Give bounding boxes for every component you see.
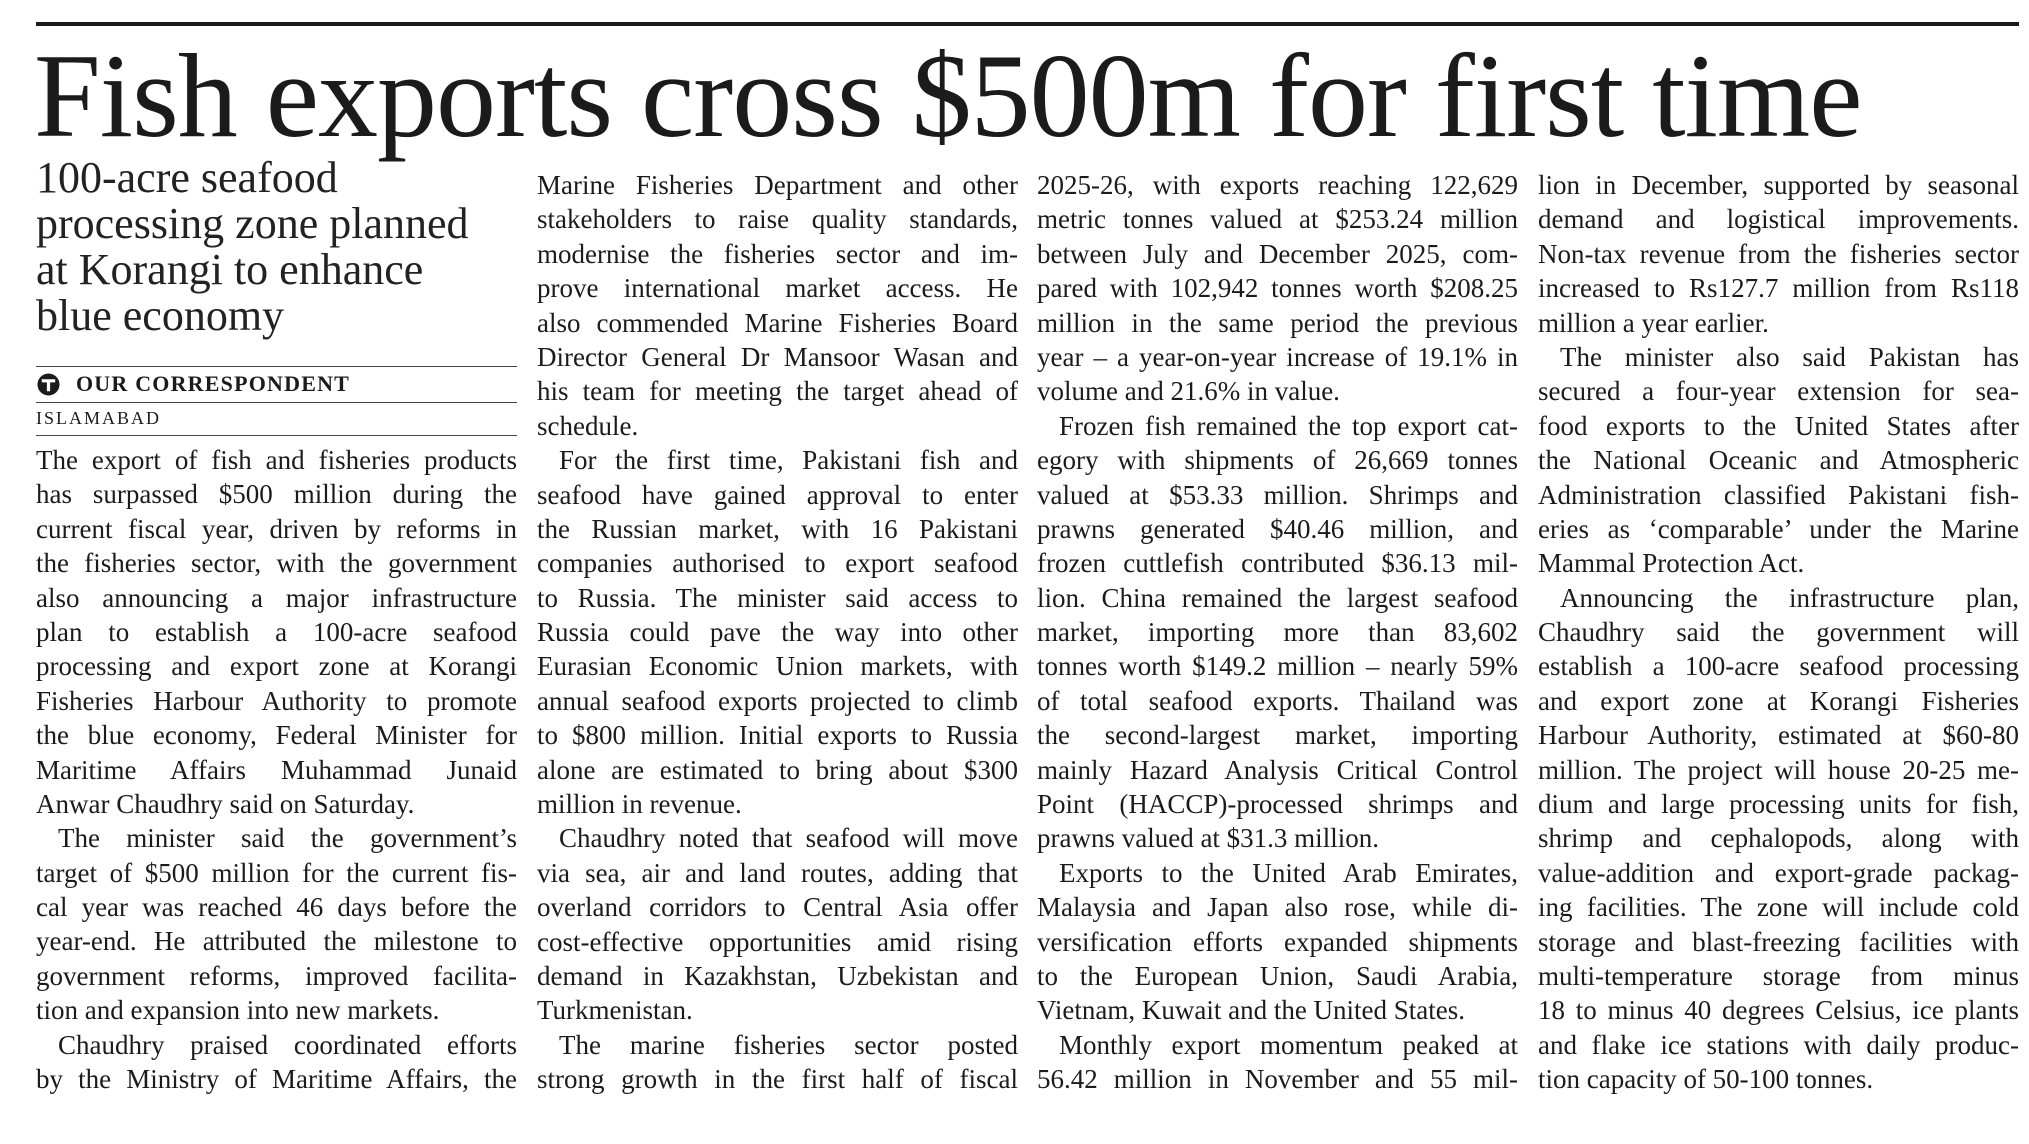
- body-text-line: year-end. He attributed the milestone to: [36, 926, 517, 957]
- article-column-1: [36, 443, 517, 1096]
- body-text-line: annual seafood exports projected to climb: [537, 685, 1018, 716]
- body-text-line: via sea, air and land routes, adding that: [537, 857, 1018, 888]
- body-text-line: dium and large processing units for fish,: [1538, 789, 2019, 820]
- headline: Fish exports cross $500m for first time: [34, 29, 1862, 162]
- body-text-line: the second-largest market, importing: [1037, 720, 1518, 751]
- body-text-line: Frozen fish remained the top export cat-: [1059, 410, 1518, 441]
- body-text-line: cal year was reached 46 days before the: [36, 892, 517, 923]
- body-text-line: Maritime Affairs Muhammad Junaid: [36, 754, 517, 785]
- subhead-line: processing zone planned: [36, 199, 469, 248]
- byline-middle-rule: [36, 402, 517, 403]
- body-text-line: The marine fisheries sector posted: [559, 1029, 1018, 1060]
- body-text-line: frozen cuttlefish contributed $36.13 mil-: [1037, 548, 1518, 579]
- body-text-line: Malaysia and Japan also rose, while di-: [1037, 892, 1518, 923]
- body-text-line: Announcing the infrastructure plan,: [1560, 582, 2019, 613]
- body-text-line: also commended Marine Fisheries Board: [537, 307, 1018, 338]
- body-text-line: the Russian market, with 16 Pakistani: [537, 513, 1018, 544]
- body-text-line: lion in December, supported by seasonal: [1538, 170, 2019, 200]
- subhead-line: at Korangi to enhance: [36, 245, 424, 294]
- byline-bottom-rule: [36, 435, 517, 436]
- body-text-line: Point (HACCP)-processed shrimps and: [1037, 789, 1518, 820]
- paragraph: [36, 443, 517, 821]
- body-text-line: million in revenue.: [537, 789, 742, 820]
- body-text-line: 56.42 million in November and 55 mil-: [1037, 1064, 1518, 1095]
- paragraph: [36, 821, 517, 1027]
- body-text-line: plan to establish a 100-acre seafood: [36, 616, 517, 647]
- body-text-line: has surpassed $500 million during the: [36, 479, 517, 510]
- body-text-line: strong growth in the first half of fiscal: [537, 1064, 1018, 1095]
- body-text-line: value-addition and export-grade packag-: [1538, 857, 2019, 888]
- body-text-line: current fiscal year, driven by reforms in: [36, 513, 517, 544]
- body-text-line: shrimp and cephalopods, along with: [1538, 823, 2019, 854]
- body-text-line: 18 to minus 40 degrees Celsius, ice plants: [1538, 995, 2019, 1026]
- body-text-line: tion capacity of 50-100 tonnes.: [1538, 1064, 1874, 1095]
- top-rule: [36, 22, 2019, 26]
- tribune-logo-icon: [37, 373, 60, 396]
- body-text-line: Eurasian Economic Union markets, with: [537, 651, 1018, 682]
- body-text-line: The export of fish and fisheries products: [36, 445, 517, 475]
- body-text-line: the National Oceanic and Atmospheric: [1538, 445, 2019, 476]
- body-text-line: The minister also said Pakistan has: [1560, 341, 2019, 372]
- body-text-line: secured a four-year extension for sea-: [1538, 376, 2019, 407]
- body-text-line: the blue economy, Federal Minister for: [36, 720, 517, 751]
- body-text-line: million in the same period the previous: [1037, 307, 1518, 338]
- body-text-line: million. The project will house 20-25 me-: [1538, 754, 2019, 785]
- body-text-line: Administration classified Pakistani fish-: [1538, 479, 2019, 510]
- body-text-line: Director General Dr Mansoor Wasan and: [537, 341, 1018, 372]
- body-text-line: and flake ice stations with daily produc-: [1538, 1029, 2019, 1060]
- body-text-line: increased to Rs127.7 million from Rs118: [1538, 273, 2019, 304]
- body-text-line: companies authorised to export seafood: [537, 548, 1018, 579]
- paragraph: [1538, 581, 2019, 1097]
- body-text-line: million a year earlier.: [1538, 307, 1769, 338]
- body-text-line: For the first time, Pakistani fish and: [559, 445, 1018, 476]
- body-text-line: Russia could pave the way into other: [537, 617, 1018, 648]
- body-text-line: Harbour Authority, estimated at $60-80: [1538, 720, 2019, 751]
- body-text-line: 2025-26, with exports reaching 122,629: [1037, 170, 1518, 200]
- body-text-line: Turkmenistan.: [537, 995, 693, 1026]
- subhead-line: blue economy: [36, 291, 285, 340]
- body-text-line: to $800 million. Initial exports to Russia: [537, 720, 1018, 751]
- body-text-line: stakeholders to raise quality standards,: [537, 204, 1018, 235]
- body-text-line: valued at $53.33 million. Shrimps and: [1037, 479, 1518, 510]
- body-text-line: schedule.: [537, 410, 639, 441]
- body-text-line: the fisheries sector, with the government: [36, 548, 517, 579]
- body-text-line: Vietnam, Kuwait and the United States.: [1037, 995, 1466, 1026]
- body-text-line: versification efforts expanded shipments: [1037, 926, 1518, 957]
- paragraph: [36, 1028, 517, 1097]
- body-text-line: prawns generated $40.46 million, and: [1037, 513, 1518, 544]
- body-text-line: ing facilities. The zone will include cold: [1538, 892, 2019, 923]
- body-text-line: modernise the fisheries sector and im-: [537, 238, 1018, 269]
- article-column-3: [1037, 168, 1518, 1097]
- paragraph: [537, 168, 1018, 443]
- body-text-line: Chaudhry noted that seafood will move: [559, 823, 1018, 854]
- paragraph: [537, 443, 1018, 821]
- body-text-line: processing and export zone at Korangi: [36, 651, 517, 682]
- article-column-4: [1538, 168, 2019, 1097]
- paragraph: [1037, 1028, 1518, 1097]
- body-text-line: storage and blast-freezing facilities with: [1538, 926, 2019, 957]
- body-text-line: metric tonnes valued at $253.24 million: [1037, 204, 1518, 235]
- body-text-line: demand and logistical improvements.: [1538, 204, 2019, 235]
- body-text-line: prawns valued at $31.3 million.: [1037, 823, 1379, 854]
- body-text-line: prove international market access. He: [537, 273, 1018, 304]
- body-text-line: his team for meeting the target ahead of: [537, 376, 1018, 407]
- paragraph: [1037, 168, 1518, 409]
- body-text-line: of total seafood exports. Thailand was: [1037, 685, 1518, 716]
- body-text-line: Fisheries Harbour Authority to promote: [36, 685, 517, 716]
- body-text-line: eries as ‘comparable’ under the Marine: [1538, 513, 2019, 544]
- body-text-line: tonnes worth $149.2 million – nearly 59%: [1037, 651, 1518, 682]
- body-text-line: mainly Hazard Analysis Critical Control: [1037, 754, 1518, 785]
- body-text-line: overland corridors to Central Asia offer: [537, 892, 1018, 923]
- body-text-line: Chaudhry praised coordinated efforts: [58, 1029, 517, 1060]
- body-text-line: The minister said the government’s: [58, 823, 517, 854]
- byline-top-rule: [36, 366, 517, 367]
- body-text-line: cost-effective opportunities amid rising: [537, 926, 1018, 957]
- body-text-line: between July and December 2025, com-: [1037, 238, 1518, 269]
- paragraph: [1538, 168, 2019, 340]
- byline: [37, 372, 517, 396]
- dateline: ISLAMABAD: [36, 408, 162, 428]
- body-text-line: target of $500 million for the current fis-: [36, 857, 517, 888]
- body-text-line: lion. China remained the largest seafood: [1037, 582, 1518, 613]
- body-text-line: Mammal Protection Act.: [1538, 548, 1805, 579]
- body-text-line: demand in Kazakhstan, Uzbekistan and: [537, 960, 1018, 991]
- body-text-line: and export zone at Korangi Fisheries: [1538, 685, 2019, 716]
- paragraph: [537, 1028, 1018, 1097]
- body-text-line: establish a 100-acre seafood processing: [1538, 651, 2019, 682]
- article-column-2: [537, 168, 1018, 1097]
- body-text-line: to the European Union, Saudi Arabia,: [1037, 960, 1518, 991]
- byline-author: OUR CORRESPONDENT: [76, 371, 351, 396]
- body-text-line: pared with 102,942 tonnes worth $208.25: [1037, 273, 1518, 304]
- body-text-line: to Russia. The minister said access to: [537, 582, 1018, 613]
- body-text-line: Non-tax revenue from the fisheries sector: [1538, 238, 2019, 269]
- body-text-line: year – a year-on-year increase of 19.1% in: [1037, 341, 1518, 372]
- body-text-line: egory with shipments of 26,669 tonnes: [1037, 445, 1518, 476]
- body-text-line: volume and 21.6% in value.: [1037, 376, 1340, 407]
- body-text-line: Monthly export momentum peaked at: [1059, 1029, 1518, 1060]
- body-text-line: market, importing more than 83,602: [1037, 617, 1518, 648]
- body-text-line: alone are estimated to bring about $300: [537, 754, 1018, 785]
- subhead: [36, 155, 517, 339]
- body-text-line: also announcing a major infrastructure: [36, 582, 517, 613]
- subhead-line: 100-acre seafood: [36, 153, 338, 202]
- body-text-line: Chaudhry said the government will: [1538, 617, 2019, 648]
- body-text-line: food exports to the United States after: [1538, 410, 2019, 441]
- paragraph: [1037, 856, 1518, 1028]
- body-text-line: Marine Fisheries Department and other: [537, 170, 1018, 200]
- body-text-line: seafood have gained approval to enter: [537, 479, 1018, 510]
- paragraph: [1037, 409, 1518, 856]
- body-text-line: tion and expansion into new markets.: [36, 995, 440, 1026]
- body-text-line: Exports to the United Arab Emirates,: [1059, 857, 1518, 888]
- body-text-line: by the Ministry of Maritime Affairs, the: [36, 1064, 517, 1095]
- body-text-line: government reforms, improved facilita-: [36, 960, 517, 991]
- paragraph: [537, 821, 1018, 1027]
- body-text-line: Anwar Chaudhry said on Saturday.: [36, 788, 415, 819]
- body-text-line: multi-temperature storage from minus: [1538, 960, 2019, 991]
- paragraph: [1538, 340, 2019, 581]
